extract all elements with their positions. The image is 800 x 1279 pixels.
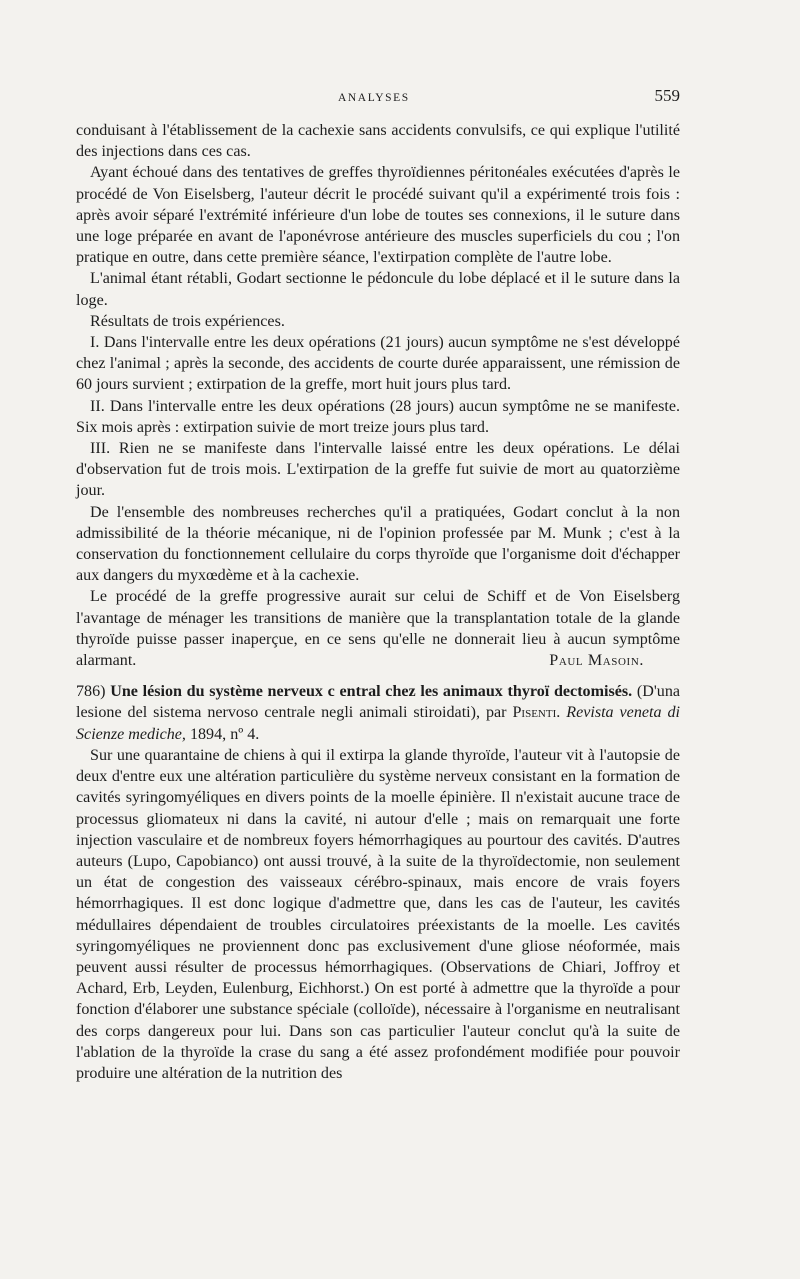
paragraph: II. Dans l'intervalle entre les deux opérations (28 jours) aucun symptôme ne se manifeste. Six mois après : extirpation suivie de mort treize jours plus tard. xyxy=(76,397,680,436)
entry-journal: Revista veneta di Scienze mediche, xyxy=(76,704,680,743)
paragraph-with-signature xyxy=(76,586,680,671)
entry-heading xyxy=(76,681,680,745)
entry-author: Pisenti. xyxy=(512,704,561,722)
paragraph: Ayant échoué dans des tentatives de greffes thyroïdiennes péritonéales exécutées d'après le procédé de Von Eiselsberg, l'auteur décrit le procédé suivant qu'il a expérimenté trois fois : après avoir séparé l'extrémité inférieure d'un lobe de toutes ses connexions, il le suture dans une loge préparée en avant de l'aponévrose antérieure des muscles superficiels du cou ; l'on pratique en outre, dans cette première séance, l'extirpation complète de l'autre lobe. xyxy=(76,164,680,267)
body-text xyxy=(76,120,680,1084)
paragraph-text: Le procédé de la greffe progressive aurait sur celui de Schiff et de Von Eiselsberg l'avantage de ménager les transitions de manière que la transplantation totale de la glande thyroïde puisse passer inaperçue, en ce sens qu'elle ne donnerait lieu à aucun symptôme alarmant. xyxy=(76,588,680,670)
author-signature: Paul Masoin. xyxy=(549,652,644,670)
entry-details: 1894, nº 4. xyxy=(189,725,260,743)
paragraph: Résultats de trois expériences. xyxy=(90,312,285,330)
paragraph: Sur une quarantaine de chiens à qui il extirpa la glande thyroïde, l'auteur vit à l'autopsie de deux d'entre eux une altération particulière du système nerveux consistant en la formation de cavités syringomyéliques en divers points de la moelle épinière. Il n'existait aucune trace de processus gliomateux ni dans la cavité, ni autour d'elle ; mais on remarquait une forte injection vasculaire et de nombreux foyers hémorrhagiques au pourtour des cavités. D'autres auteurs (Lupo, Capobianco) ont aussi trouvé, à la suite de la thyroïdectomie, non seulement un état de congestion des vaisseaux cérébro-spinaux, mais encore de vrais foyers hémorrhagiques. Il est donc logique d'admettre que, dans les cas de l'auteur, les cavités médullaires dépendaient de troubles circulatoires préexistants de la moelle. Les cavités syringomyéliques ne proviennent donc pas exclusivement d'une gliose néoformée, mais peuvent aussi résulter de processus hémorrhagiques. (Observations de Chiari, Joffroy et Achard, Erb, Leyden, Eulenburg, Eichhorst.) On est porté à admettre que la thyroïde a pour fonction d'élaborer une substance spéciale (colloïde), nécessaire à l'organisme en neutralisant des corps dangereux pour lui. Dans son cas particulier l'auteur conclut qu'à la suite de l'ablation de la thyroïde la crase du sang a été assez profondément modifiée pour pouvoir produire une altération de la nutrition des xyxy=(76,746,680,1082)
paragraph: III. Rien ne se manifeste dans l'intervalle laissé entre les deux opérations. Le délai d'observation fut de trois mois. L'extirpation de la greffe fut suivie de mort au quatorzième jour. xyxy=(76,440,680,500)
paragraph: De l'ensemble des nombreuses recherches qu'il a pratiquées, Godart conclut à la non admissibilité de la théorie mécanique, ni de l'opinion professée par M. Munk ; c'est à la conservation du fonctionnement cellulaire du corps thyroïde que l'organisme doit d'échapper aux dangers du myxœdème et à la cachexie. xyxy=(76,503,680,585)
entry-title: Une lésion du système nerveux c entral chez les animaux thyroï dectomisés. xyxy=(110,683,633,701)
running-head: ANALYSES xyxy=(338,92,410,104)
paragraph: L'animal étant rétabli, Godart sectionne le pédoncule du lobe déplacé et il le suture dans la loge. xyxy=(76,270,680,309)
page-header xyxy=(76,86,680,110)
paragraph: conduisant à l'établissement de la cachexie sans accidents convulsifs, ce qui explique l'utilité des injections dans ces cas. xyxy=(76,122,680,161)
entry-subtitle: (D'una lesione del sistema nervoso centrale negli animali stiroidati), par xyxy=(76,683,681,722)
entry-number: 786) xyxy=(76,683,106,701)
page-number: 559 xyxy=(654,86,680,105)
paragraph: I. Dans l'intervalle entre les deux opérations (21 jours) aucun symptôme ne s'est développé chez l'animal ; après la seconde, des accidents de courte durée apparaissent, une rémission de 60 jours survient ; extirpation de la greffe, mort huit jours plus tard. xyxy=(76,334,680,394)
